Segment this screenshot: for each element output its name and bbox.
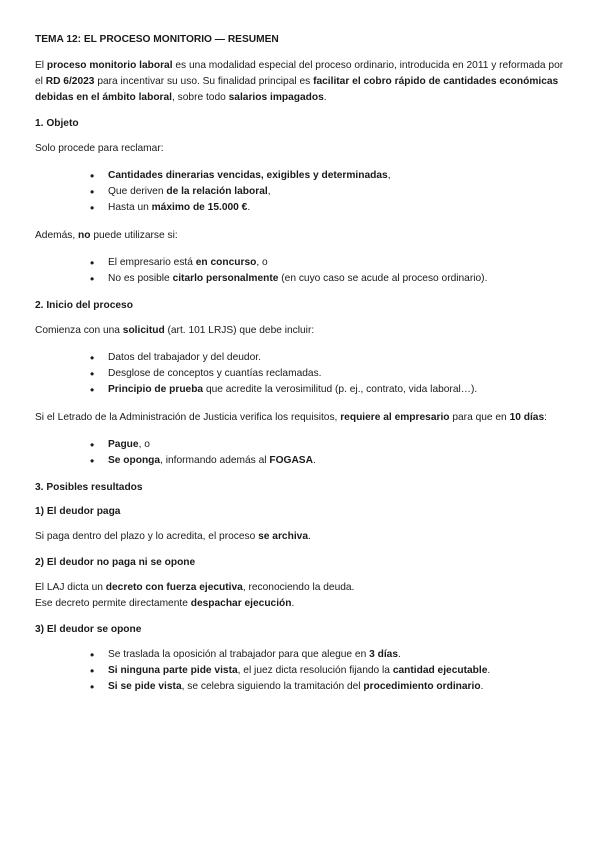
list-item: • Principio de prueba que acredite la verosimilitud (p. ej., contrato, vida laboral…).: [90, 382, 567, 398]
list-item: • Datos del trabajador y del deudor.: [90, 350, 567, 366]
list-item: • Hasta un máximo de 15.000 €.: [90, 200, 567, 216]
objeto-note: Además, no puede utilizarse si:: [35, 230, 178, 241]
list-item: • El empresario está en concurso, o: [90, 255, 567, 271]
document-title: TEMA 12: EL PROCESO MONITORIO — RESUMEN: [35, 34, 279, 45]
section-heading-resultados: 3. Posibles resultados: [35, 482, 143, 493]
solicitud-list: [35, 350, 567, 398]
requerimiento-list: [35, 437, 567, 469]
objeto-list: [35, 168, 567, 216]
list-item: • Que deriven de la relación laboral,: [90, 184, 567, 200]
subheading-deudor-paga: 1) El deudor paga: [35, 506, 121, 517]
list-item: • Desglose de conceptos y cuantías reclamadas.: [90, 366, 567, 382]
list-item: • Se oponga, informando además al FOGASA.: [90, 453, 567, 469]
oposicion-list: [35, 647, 567, 695]
objeto-lead: Solo procede para reclamar:: [35, 143, 164, 154]
list-item: • Pague, o: [90, 437, 567, 453]
section-heading-inicio: 2. Inicio del proceso: [35, 300, 133, 311]
inicio-lead: Comienza con una solicitud (art. 101 LRJS) que debe incluir:: [35, 325, 315, 336]
list-item: • Si se pide vista, se celebra siguiendo la tramitación del procedimiento ordinario.: [90, 679, 567, 695]
no-paga-paragraph: El LAJ dicta un decreto con fuerza ejecutiva, reconociendo la deuda. Ese decreto permite directamente despachar ejecución.: [35, 582, 355, 609]
intro-paragraph: El proceso monitorio laboral es una modalidad especial del proceso ordinario, introducida en 2011 y reformada por el RD 6/2023 para incentivar su uso. Su finalidad principal es facilitar el cobro rápido de cantidades económicas debidas en el ámbito laboral, sobre todo salarios impagados.: [35, 60, 564, 103]
section-heading-objeto: 1. Objeto: [35, 118, 79, 129]
deudor-paga-paragraph: Si paga dentro del plazo y lo acredita, el proceso se archiva.: [35, 531, 311, 542]
list-item: • Se traslada la oposición al trabajador para que alegue en 3 días.: [90, 647, 567, 663]
exclusion-list: [35, 255, 567, 287]
list-item: • Si ninguna parte pide vista, el juez dicta resolución fijando la cantidad ejecutable.: [90, 663, 567, 679]
list-item: • No es posible citarlo personalmente (en cuyo caso se acude al proceso ordinario).: [90, 271, 567, 287]
list-item: • Cantidades dinerarias vencidas, exigibles y determinadas,: [90, 168, 567, 184]
subheading-no-paga: 2) El deudor no paga ni se opone: [35, 557, 196, 568]
requerimiento-paragraph: Si el Letrado de la Administración de Justicia verifica los requisitos, requiere al empresario para que en 10 días:: [35, 412, 547, 423]
document-page: [35, 33, 567, 707]
subheading-se-opone: 3) El deudor se opone: [35, 624, 142, 635]
